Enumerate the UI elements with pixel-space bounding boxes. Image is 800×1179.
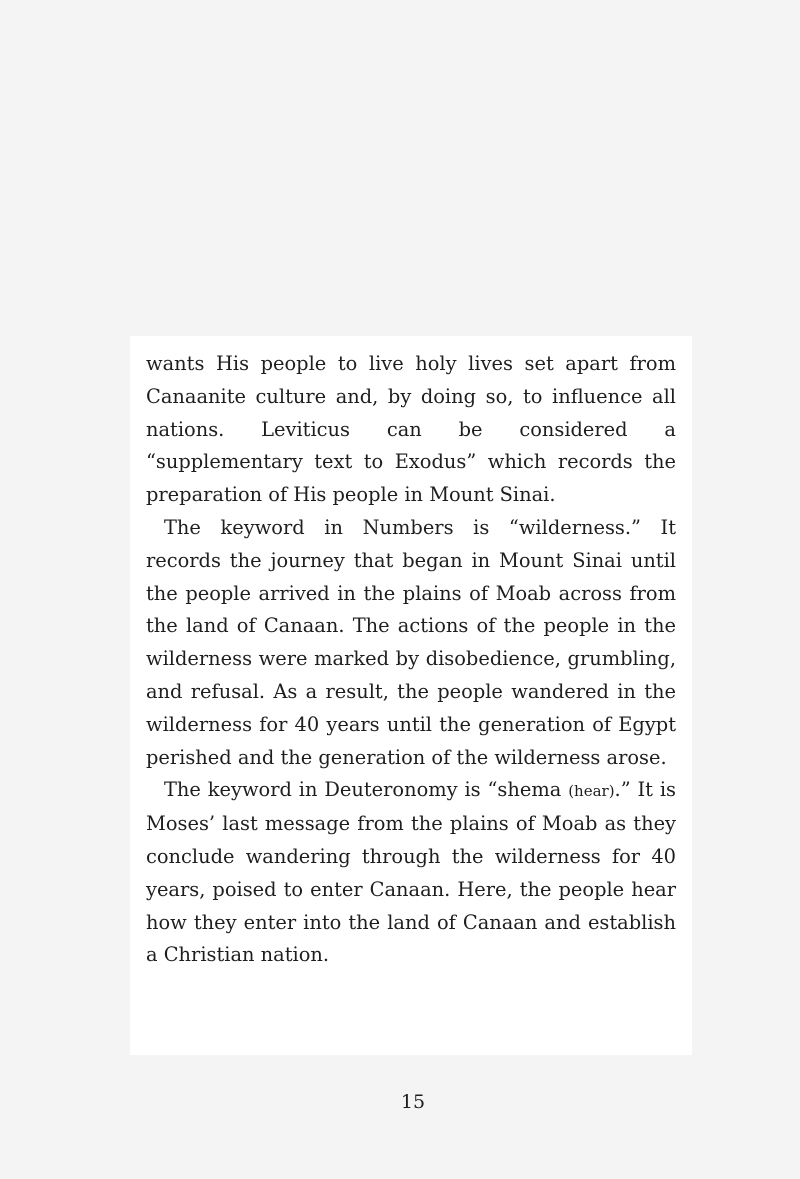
paragraph-numbers: The keyword in Numbers is “wilderness.” It records the journey that began in Mount Sinai until the people arrived in the plains of Moab across from the land of Canaan. The actions of the people in the wilderness were marked by disobedience, grumbling, and refusal. As a result, the people wandered in the wilderness for 40 years until the generation of Egypt perished and the generation of the wilderness arose. bbox=[146, 515, 676, 769]
page-number: 15 bbox=[400, 1091, 426, 1113]
paragraph-leviticus: wants His people to live holy lives set apart from Canaanite culture and, by doing so, to influence all nations. Leviticus can be considered a “supplementary text to Exodus” which records the preparation of His people in Mount Sinai. bbox=[146, 352, 676, 507]
paragraph-deuteronomy-start: The keyword in Deuteronomy is “shema bbox=[164, 778, 569, 802]
text-block bbox=[130, 336, 692, 1055]
hear-gloss: (hear) bbox=[568, 782, 615, 801]
paragraph-deuteronomy bbox=[146, 774, 676, 972]
paragraph-deuteronomy-rest: .” It is Moses’ last message from the plains of Moab as they conclude wandering through the wilderness for 40 years, poised to enter Canaan. Here, the people hear how they enter into the land of Canaan and establish a Christian nation. bbox=[146, 778, 676, 967]
